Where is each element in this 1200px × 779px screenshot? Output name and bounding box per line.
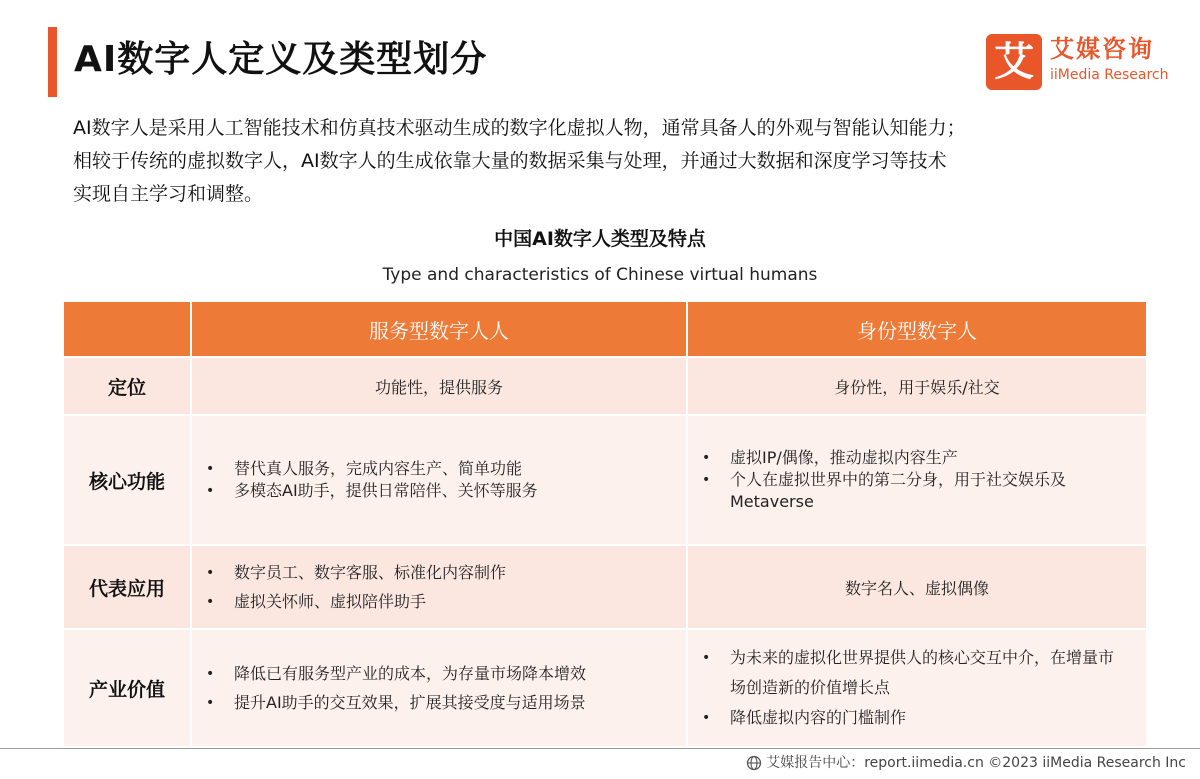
cell-identity-applications: 数字名人、虚拟偶像: [688, 546, 1146, 628]
footer-divider: [0, 748, 1200, 749]
row-label-positioning: 定位: [64, 358, 190, 414]
logo-name-en: iiMedia Research: [1050, 67, 1169, 83]
list-item: • 替代真人服务，完成内容生产、简单功能: [206, 458, 538, 480]
title-accent-bar: [48, 27, 57, 97]
logo-name-cn: 艾媒咨询: [1050, 35, 1154, 63]
list-item: • 为未来的虚拟化世界提供人的核心交互中介，在增量市场创造新的价值增长点: [702, 643, 1128, 703]
table-header-identity: 身份型数字人: [688, 302, 1146, 356]
cell-identity-positioning: 身份性，用于娱乐/社交: [688, 358, 1146, 414]
row-label-core-function: 核心功能: [64, 416, 190, 544]
cell-service-core-function: [192, 416, 686, 544]
list-item: • 虚拟关怀师、虚拟陪伴助手: [206, 591, 506, 613]
brand-logo: [986, 34, 1186, 90]
table-title-en: Type and characteristics of Chinese virtual humans: [382, 265, 818, 285]
cell-identity-industry-value: [688, 630, 1146, 746]
list-item: • 多模态AI助手，提供日常陪伴、关怀等服务: [206, 480, 538, 502]
intro-line: 实现自主学习和调整。: [73, 183, 264, 205]
list-item: • 降低已有服务型产业的成本，为存量市场降本增效: [206, 663, 586, 685]
list-item: • 个人在虚拟世界中的第二分身，用于社交娱乐及Metaverse: [702, 469, 1118, 513]
globe-icon: [746, 755, 762, 771]
intro-line: 相较于传统的虚拟数字人，AI数字人的生成依靠大量的数据采集与处理，并通过大数据和深度学习等技术: [73, 150, 947, 172]
list-item: • 虚拟IP/偶像，推动虚拟内容生产: [702, 447, 1118, 469]
cell-service-industry-value: [192, 630, 686, 746]
list-item: • 数字员工、数字客服、标准化内容制作: [206, 562, 506, 584]
cell-service-applications: [192, 546, 686, 628]
table-header-corner: [64, 302, 190, 356]
comparison-table: [64, 302, 1146, 742]
footer: [746, 754, 1186, 772]
cell-service-positioning: 功能性，提供服务: [192, 358, 686, 414]
cell-identity-core-function: [688, 416, 1146, 544]
intro-paragraph: [73, 112, 1163, 211]
list-item: • 提升AI助手的交互效果，扩展其接受度与适用场景: [206, 692, 586, 714]
footer-text: 艾媒报告中心：report.iimedia.cn ©2023 iiMedia Research Inc: [766, 755, 1186, 771]
row-label-applications: 代表应用: [64, 546, 190, 628]
row-label-industry-value: 产业价值: [64, 630, 190, 746]
table-header-service: 服务型数字人人: [192, 302, 686, 356]
intro-line: AI数字人是采用人工智能技术和仿真技术驱动生成的数字化虚拟人物，通常具备人的外观与智能认知能力；: [73, 117, 966, 139]
list-item: • 降低虚拟内容的门槛制作: [702, 703, 1128, 733]
logo-mark-icon: 艾: [986, 34, 1042, 90]
table-title-cn: 中国AI数字人类型及特点: [494, 228, 706, 250]
page-title: AI数字人定义及类型划分: [74, 39, 488, 80]
